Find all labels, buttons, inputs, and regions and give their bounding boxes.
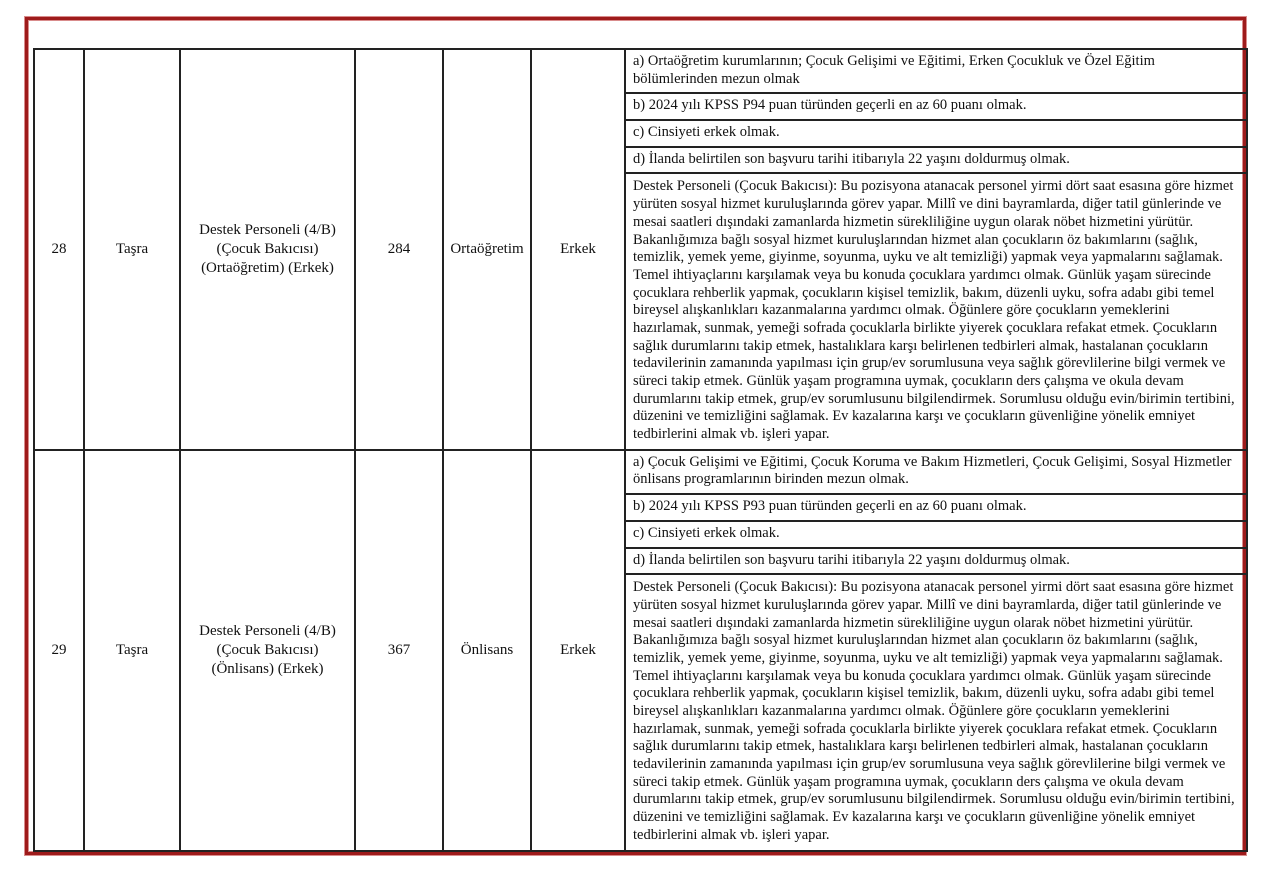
job-posting-table: [33, 48, 1248, 852]
row-number-cell: 29: [35, 451, 85, 850]
requirement-d: d) İlanda belirtilen son başvuru tarihi itibarıyla 22 yaşını doldurmuş olmak.: [626, 148, 1246, 175]
position-title-cell: Destek Personeli (4/B) (Çocuk Bakıcısı) (Ortaöğretim) (Erkek): [181, 50, 356, 449]
position-title-cell: Destek Personeli (4/B) (Çocuk Bakıcısı) (Önlisans) (Erkek): [181, 451, 356, 850]
position-count-cell: 367: [356, 451, 444, 850]
education-level-cell: Ortaöğretim: [444, 50, 532, 449]
requirement-b: b) 2024 yılı KPSS P93 puan türünden geçerli en az 60 puanı olmak.: [626, 495, 1246, 522]
position-count-cell: 284: [356, 50, 444, 449]
requirement-b: b) 2024 yılı KPSS P94 puan türünden geçerli en az 60 puanı olmak.: [626, 94, 1246, 121]
row-number-cell: 28: [35, 50, 85, 449]
requirement-a: a) Ortaöğretim kurumlarının; Çocuk Gelişimi ve Eğitimi, Erken Çocukluk ve Özel Eğitim bölümlerinden mezun olmak: [626, 50, 1246, 94]
requirements-cell: [626, 50, 1246, 449]
location-cell: Taşra: [85, 451, 181, 850]
requirement-a: a) Çocuk Gelişimi ve Eğitimi, Çocuk Koruma ve Bakım Hizmetleri, Çocuk Gelişimi, Sosyal Hizmetler önlisans programlarının birinden mezun olmak.: [626, 451, 1246, 495]
gender-cell: Erkek: [532, 50, 626, 449]
job-description: Destek Personeli (Çocuk Bakıcısı): Bu pozisyona atanacak personel yirmi dört saat esasına göre hizmet yürüten sosyal hizmet kuruluşlarında görev yapar. Millî ve dini bayramlarda, diğer tatil günlerinde ve mesai saatleri dışındaki zamanlarda hizmetin sürekliliğine uygun olarak nöbet hizmetini yürütür. Bakanlığımıza bağlı sosyal hizmet kuruluşlarından hizmet alan çocukların öz bakımlarını (sağlık, temizlik, yemek yeme, giyinme, soyunma, uyku ve alt temizliği) yapmak veya yapmalarını sağlamak. Temel ihtiyaçlarını karşılamak veya bu konuda çocuklara yardımcı olmak. Günlük yaşam sürecinde çocuklara rehberlik yapmak, çocukların kişisel temizlik, bakım, düzenli uyku, sofra adabı gibi temel bireysel alışkanlıkları kazanmalarına yardımcı olmak. Öğünlere göre çocukların yemeklerini hazırlamak, sunmak, yemeği sofrada çocuklarla birlikte yiyerek çocuklara refakat etmek. Çocukların sağlık durumlarını takip etmek, hastalıklara karşı belirlenen tedbirleri almak, hastalanan çocukların tedavilerinin zamanında yapılması için grup/ev sorumlusuna veya sağlık görevlilerine bilgi vermek ve süreci takip etmek. Günlük yaşam programına uymak, çocukların ders çalışma ve okula devam durumlarını takip etmek, grup/ev sorumlusunu bilgilendirmek. Sorumlusu olduğu evin/birimin tertibini, düzenini ve temizliğini sağlamak. Ev kazalarına karşı ve çocukların güvenliğine yönelik emniyet tedbirlerini almak vb. işleri yapar.: [633, 579, 1235, 843]
gender-cell: Erkek: [532, 451, 626, 850]
table-row: [35, 50, 1246, 451]
location-cell: Taşra: [85, 50, 181, 449]
education-level-cell: Önlisans: [444, 451, 532, 850]
requirement-d: d) İlanda belirtilen son başvuru tarihi itibarıyla 22 yaşını doldurmuş olmak.: [626, 549, 1246, 576]
requirement-c: c) Cinsiyeti erkek olmak.: [626, 121, 1246, 148]
table-row: [35, 451, 1246, 850]
requirement-c: c) Cinsiyeti erkek olmak.: [626, 522, 1246, 549]
job-description: Destek Personeli (Çocuk Bakıcısı): Bu pozisyona atanacak personel yirmi dört saat esasına göre hizmet yürüten sosyal hizmet kuruluşlarında görev yapar. Millî ve dini bayramlarda, diğer tatil günlerinde ve mesai saatleri dışındaki zamanlarda hizmetin sürekliliğine uygun olarak nöbet hizmetini yürütür. Bakanlığımıza bağlı sosyal hizmet kuruluşlarından hizmet alan çocukların öz bakımlarını (sağlık, temizlik, yemek yeme, giyinme, soyunma, uyku ve alt temizliği) yapmak veya yapmalarını sağlamak. Temel ihtiyaçlarını karşılamak veya bu konuda çocuklara yardımcı olmak. Günlük yaşam sürecinde çocuklara rehberlik yapmak, çocukların kişisel temizlik, bakım, düzenli uyku, sofra adabı gibi temel bireysel alışkanlıkları kazanmalarına yardımcı olmak. Öğünlere göre çocukların yemeklerini hazırlamak, sunmak, yemeği sofrada çocuklarla birlikte yiyerek çocuklara refakat etmek. Çocukların sağlık durumlarını takip etmek, hastalıklara karşı belirlenen tedbirleri almak, hastalanan çocukların tedavilerinin zamanında yapılması için grup/ev sorumlusuna veya sağlık görevlilerine bilgi vermek ve süreci takip etmek. Günlük yaşam programına uymak, çocukların ders çalışma ve okula devam durumlarını takip etmek, grup/ev sorumlusunu bilgilendirmek. Sorumlusu olduğu evin/birimin tertibini, düzenini ve temizliğini sağlamak. Ev kazalarına karşı ve çocukların güvenliğine yönelik emniyet tedbirlerini almak vb. işleri yapar.: [633, 178, 1235, 443]
page-border-frame: [25, 17, 1246, 855]
requirements-cell: [626, 451, 1246, 850]
